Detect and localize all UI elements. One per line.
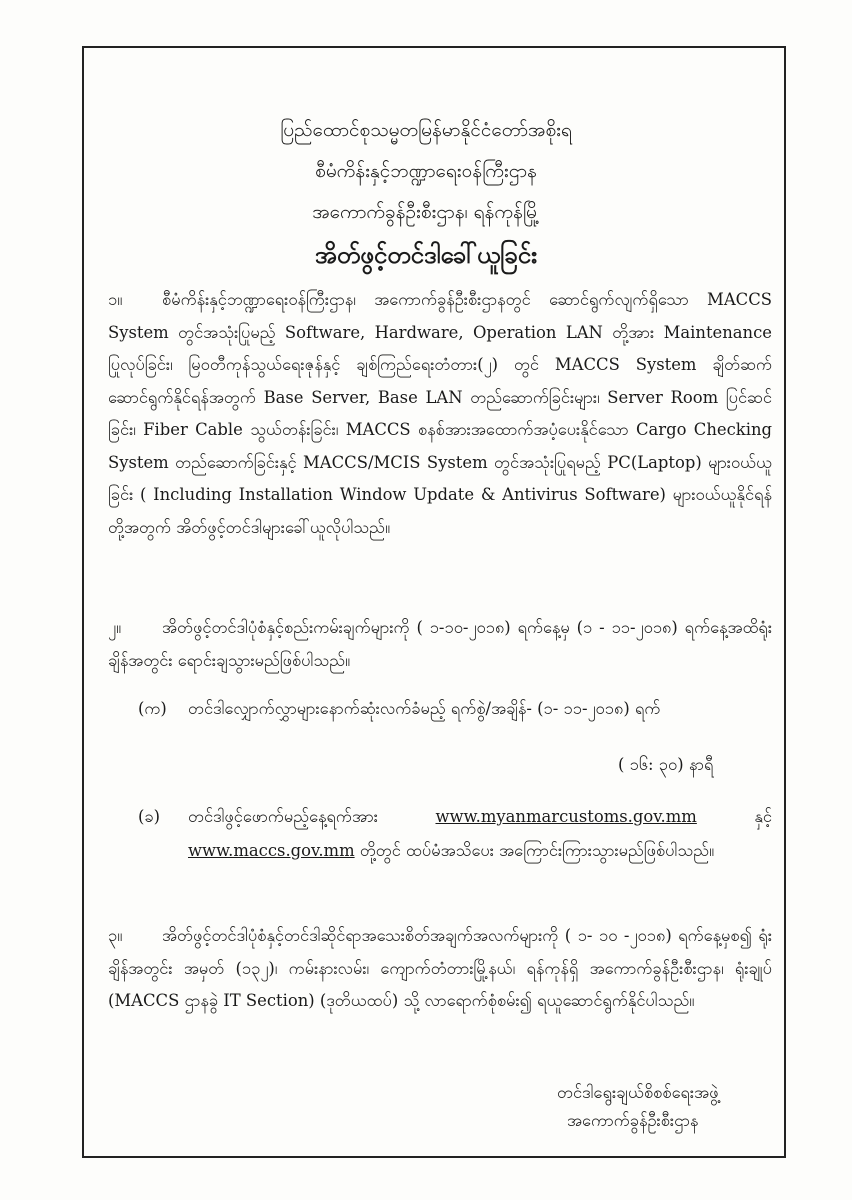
- paragraph-text: အိတ်ဖွင့်တင်ဒါပုံစံနှင့်စည်းကမ်းချက်များကို ( ၁-၁၀-၂၀၁၈) ရက်နေ့မှ (၁ - ၁၁-၂၀၁၈) ရက်နေ့အထိရုံးချိန်အတွင်း ရောင်းချသွားမည်ဖြစ်ပါသည်။: [108, 618, 772, 670]
- paragraph-number: ၁။: [108, 290, 123, 309]
- sub-item-text-mid: နှင့်: [754, 807, 772, 826]
- paragraph-1: [108, 284, 772, 544]
- paragraph-text: အိတ်ဖွင့်တင်ဒါပုံစံနှင့်တင်ဒါဆိုင်ရာအသေးစိတ်အချက်အလက်များကို ( ၁- ၁၀ -၂၀၁၈) ရက်နေ့မှစ၍ ရုံးချိန်အတွင်း အမှတ် (၁၃၂)၊ ကမ်းနားလမ်း၊ ကျောက်တံတားမြို့နယ်၊ ရန်ကုန်ရှိ အကောက်ခွန်ဦးစီးဌာန၊ ရုံးချုပ် (MACCS ဌာနခွဲ IT Section) (ဒုတိယထပ်) သို့ လာရောက်စုံစမ်း၍ ရယူဆောင်ရွက်နိုင်ပါသည်။: [108, 926, 772, 1010]
- ministry-heading: စီမံကိန်းနှင့်ဘဏ္ဍာရေးဝန်ကြီးဌာန: [315, 160, 537, 182]
- maccs-website-link[interactable]: www.maccs.gov.mm: [188, 841, 355, 860]
- paragraph-number: ၃။: [108, 926, 123, 945]
- sub-item-text-after: တို့တွင် ထပ်မံအသိပေး အကြောင်းကြားသွားမည်ဖြစ်ပါသည်။: [359, 841, 715, 860]
- sub-item-text-before: တင်ဒါဖွင့်ဖောက်မည့်နေ့ရက်အား: [188, 807, 378, 826]
- sub-item-text: တင်ဒါလျှောက်လွှာများနောက်ဆုံးလက်ခံမည့် ရက်စွဲ/အချိန်- (၁- ၁၁-၂၀၁၈) ရက်: [188, 699, 661, 718]
- deadline-time: ( ၁၆: ၃၀) နာရီ: [618, 755, 714, 774]
- sub-item-label: (ခ): [138, 807, 161, 826]
- paragraph-number: ၂။: [108, 618, 122, 637]
- sub-item-text: [188, 800, 772, 868]
- document-title: အိတ်ဖွင့်တင်ဒါခေါ်ယူခြင်း: [314, 240, 538, 269]
- paragraph-text: စီမံကိန်းနှင့်ဘဏ္ဍာရေးဝန်ကြီးဌာန၊ အကောက်ခွန်ဦးစီးဌာနတွင် ဆောင်ရွက်လျက်ရှိသော MACCS System တွင်အသုံးပြုမည့် Software, Hardware, Operation LAN တို့အား Maintenance ပြုလုပ်ခြင်း၊ မြဝတီကုန်သွယ်ရေးဇုန်နှင့် ချစ်ကြည်ရေးတံတား(၂) တွင် MACCS System ချိတ်ဆက်ဆောင်ရွက်နိုင်ရန်အတွက် Base Server, Base LAN တည်ဆောက်ခြင်းများ၊ Server Room ပြင်ဆင်ခြင်း၊ Fiber Cable သွယ်တန်းခြင်း၊ MACCS စနစ်အားအထောက်အပံ့ပေးနိုင်သော Cargo Checking System တည်ဆောက်ခြင်းနှင့် MACCS/MCIS System တွင်အသုံးပြုရမည့် PC(Laptop) များဝယ်ယူခြင်း ( Including Installation Window Update & Antivirus Software) များဝယ်ယူနိုင်ရန်တို့အတွက် အိတ်ဖွင့်တင်ဒါများခေါ်ယူလိုပါသည်။: [108, 290, 772, 537]
- signature-committee: တင်ဒါရွေးချယ်စိစစ်ရေးအဖွဲ့: [557, 1083, 719, 1102]
- signature-department: အကောက်ခွန်ဦးစီးဌာန: [567, 1111, 699, 1130]
- customs-website-link[interactable]: www.myanmarcustoms.gov.mm: [435, 807, 697, 826]
- paragraph-2: [108, 612, 772, 677]
- government-heading: ပြည်ထောင်စုသမ္မတမြန်မာနိုင်ငံတော်အစိုးရ: [280, 119, 572, 141]
- department-heading: အကောက်ခွန်ဦးစီးဌာန၊ ရန်ကုန်မြို့: [312, 201, 540, 223]
- sub-item-label: (က): [138, 699, 167, 718]
- paragraph-3: [108, 920, 772, 1018]
